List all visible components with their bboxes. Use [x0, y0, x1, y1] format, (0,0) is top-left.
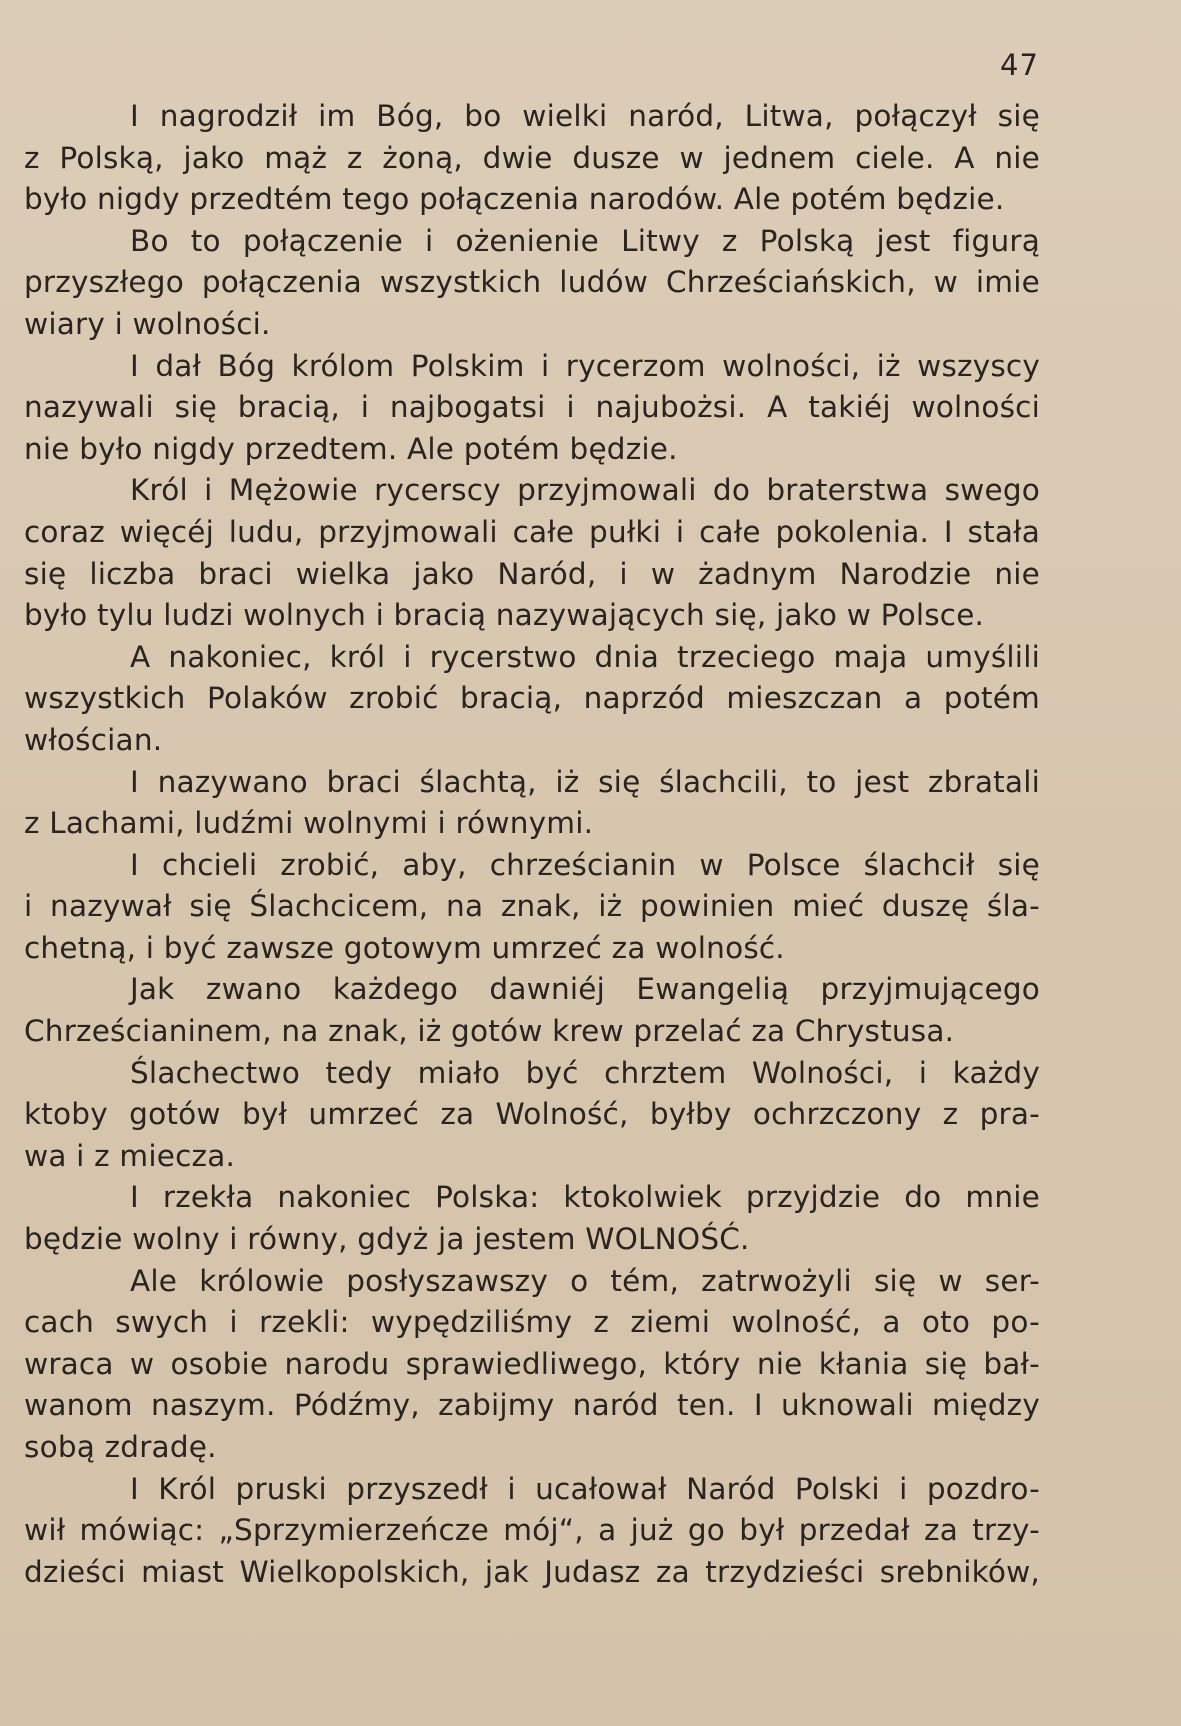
page-number: 47 — [1000, 48, 1039, 82]
text-line: wraca w osobie narodu sprawiedliwego, który nie kłania się bał- — [24, 1346, 1040, 1381]
text-line: ktoby gotów był umrzeć za Wolność, byłby ochrzczony z pra- — [24, 1097, 1040, 1132]
text-line: I chcieli zrobić, aby, chrześcianin w Polsce ślachcił się — [130, 847, 1040, 882]
text-line: Jak zwano każdego dawniéj Ewangelią przyjmującego — [130, 972, 1040, 1007]
text-line: się liczba braci wielka jako Naród, i w żadnym Narodzie nie — [24, 556, 1040, 591]
text-line: z Lachami, ludźmi wolnymi i równymi. — [24, 806, 594, 841]
text-line: nazywali się bracią, i najbogatsi i najubożsi. A takiéj wolności — [24, 390, 1040, 425]
text-line: Bo to połączenie i ożenienie Litwy z Polską jest figurą — [130, 223, 1040, 258]
text-line: będzie wolny i równy, gdyż ja jestem WOLNOŚĆ. — [24, 1222, 750, 1257]
text-line: A nakoniec, król i rycerstwo dnia trzeciego maja umyślili — [130, 639, 1040, 674]
text-line: Chrześcianinem, na znak, iż gotów krew przelać za Chrystusa. — [24, 1014, 955, 1049]
text-line: Ślachectwo tedy miało być chrztem Wolności, i każdy — [130, 1055, 1040, 1090]
text-line: chetną, i być zawsze gotowym umrzeć za wolność. — [24, 930, 785, 965]
text-line: dzieści miast Wielkopolskich, jak Judasz za trzydzieści srebników, — [24, 1554, 1040, 1589]
text-line: coraz więcéj ludu, przyjmowali całe pułki i całe pokolenia. I stała — [24, 514, 1040, 549]
text-line: I nazywano braci ślachtą, iż się ślachcili, to jest zbratali — [130, 764, 1040, 799]
text-line: wiary i wolności. — [24, 306, 271, 341]
text-line: z Polską, jako mąż z żoną, dwie dusze w jednem ciele. A nie — [24, 140, 1040, 175]
text-line: cach swych i rzekli: wypędziliśmy z ziemi wolność, a oto po- — [24, 1305, 1040, 1340]
text-line: przyszłego połączenia wszystkich ludów Chrześciańskich, w imie — [24, 265, 1040, 300]
text-line: Ale królowie posłyszawszy o tém, zatrwożyli się w ser- — [130, 1263, 1040, 1298]
text-line: włościan. — [24, 722, 163, 757]
text-line: I rzekła nakoniec Polska: ktokolwiek przyjdzie do mnie — [130, 1180, 1040, 1215]
text-line: wił mówiąc: „Sprzymierzeńcze mój“, a już go był przedał za trzy- — [24, 1513, 1040, 1548]
text-line: nie było nigdy przedtem. Ale potém będzie. — [24, 431, 678, 466]
text-line: było tylu ludzi wolnych i bracią nazywających się, jako w Polsce. — [24, 598, 985, 633]
text-line: sobą zdradę. — [24, 1430, 217, 1464]
text-line: Król i Mężowie rycerscy przyjmowali do braterstwa swego — [130, 473, 1040, 508]
body-text — [24, 96, 1040, 1593]
text-line: i nazywał się Ślachcicem, na znak, iż powinien mieć duszę śla- — [24, 889, 1040, 924]
text-line: wanom naszym. Pódźmy, zabijmy naród ten. I uknowali między — [24, 1388, 1040, 1423]
text-line: I Król pruski przyszedł i ucałował Naród Polski i pozdro- — [130, 1471, 1040, 1506]
text-line: wa i z miecza. — [24, 1138, 236, 1173]
text-line: wszystkich Polaków zrobić bracią, naprzód mieszczan a potém — [24, 681, 1040, 716]
text-line: I dał Bóg królom Polskim i rycerzom wolności, iż wszyscy — [130, 348, 1040, 383]
text-line: I nagrodził im Bóg, bo wielki naród, Litwa, połączył się — [130, 99, 1040, 133]
text-line: było nigdy przedtém tego połączenia narodów. Ale potém będzie. — [24, 182, 1005, 217]
